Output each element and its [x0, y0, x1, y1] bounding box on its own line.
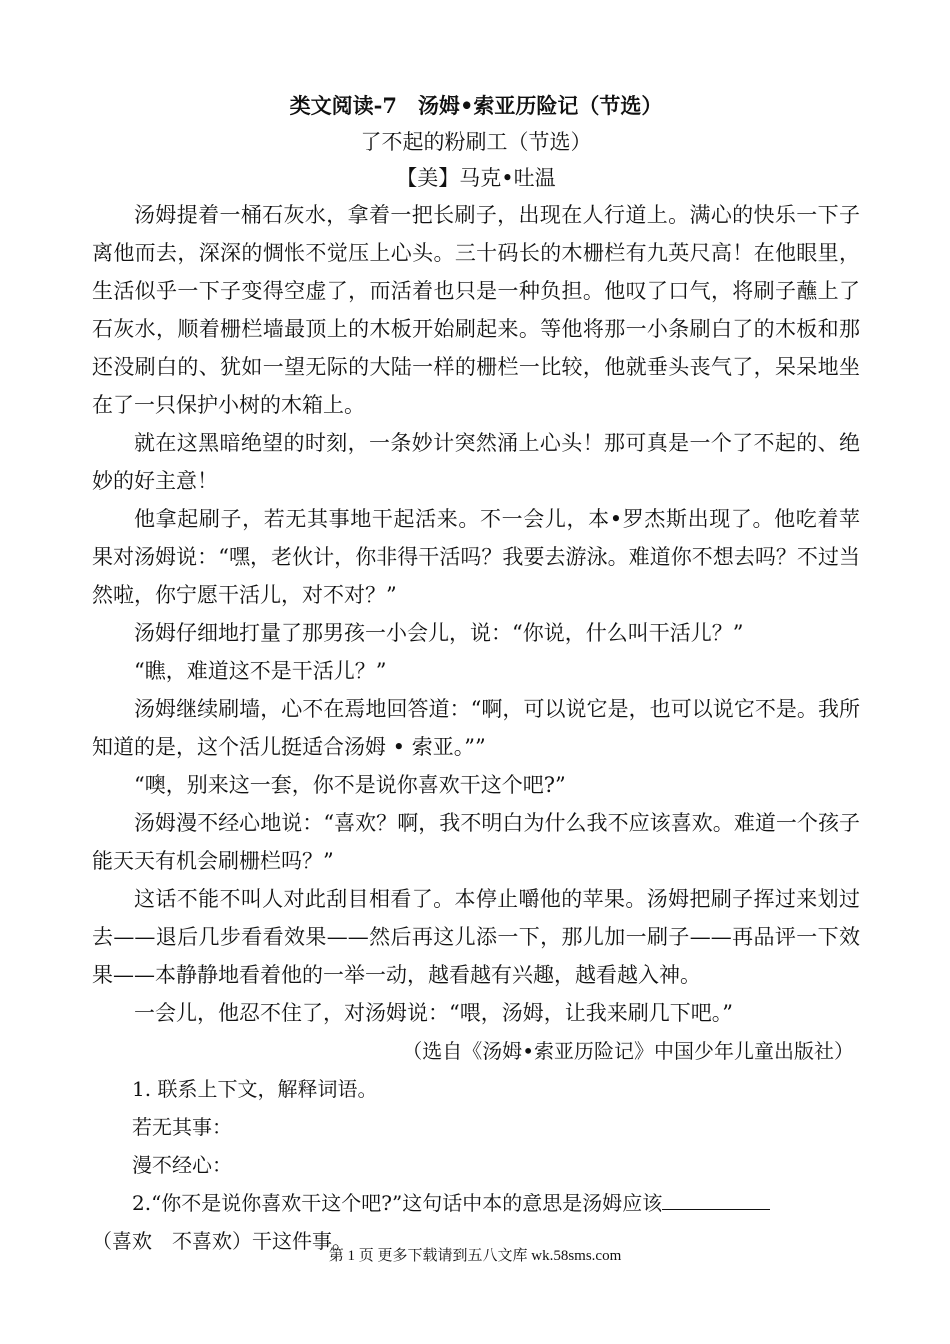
- paragraph-6: 汤姆继续刷墙，心不在焉地回答道：“啊，可以说它是，也可以说它不是。我所知道的是，这个活儿挺适合汤姆 • 索亚。””: [92, 697, 860, 759]
- paragraph-4: 汤姆仔细地打量了那男孩一小会儿，说：“你说，什么叫干活儿？”: [134, 621, 744, 645]
- paragraph-8: 汤姆漫不经心地说：“喜欢？啊，我不明白为什么我不应该喜欢。难道一个孩子能天天有机会刷栅栏吗？”: [92, 811, 860, 873]
- question-2-continued: （喜欢 不喜欢）干这件事。: [92, 1229, 352, 1253]
- paragraph-7: “噢，别来这一套，你不是说你喜欢干这个吧?”: [134, 773, 566, 797]
- page-footer: 第 1 页 更多下载请到五八文库 wk.58sms.com: [328, 1248, 622, 1264]
- question-2-text: 2.“你不是说你喜欢干这个吧?”这句话中本的意思是汤姆应该: [132, 1191, 663, 1215]
- question-1-term-2: 漫不经心：: [132, 1153, 232, 1177]
- document-title: 类文阅读-7 汤姆•索亚历险记（节选）: [289, 93, 663, 118]
- paragraph-10: 一会儿，他忍不住了，对汤姆说：“喂，汤姆，让我来刷几下吧。”: [134, 1001, 733, 1025]
- paragraph-9: 这话不能不叫人对此刮目相看了。本停止嚼他的苹果。汤姆把刷子挥过来划过去——退后几步看看效果——然后再这儿添一下，那儿加一刷子——再品评一下效果——本静静地看着他的一举一动，越看越有兴趣，越看越入神。: [92, 887, 860, 987]
- document-author: 【美】马克•吐温: [396, 166, 556, 190]
- paragraph-3: 他拿起刷子，若无其事地干起活来。不一会儿，本•罗杰斯出现了。他吃着苹果对汤姆说：“嘿，老伙计，你非得干活吗？我要去游泳。难道你不想去吗？不过当然啦，你宁愿干活儿，对不对？”: [92, 507, 860, 607]
- paragraph-2: 就在这黑暗绝望的时刻，一条妙计突然涌上心头！那可真是一个了不起的、绝妙的好主意！: [92, 431, 860, 493]
- paragraph-1: 汤姆提着一桶石灰水，拿着一把长刷子，出现在人行道上。满心的快乐一下子离他而去，深深的惆怅不觉压上心头。三十码长的木栅栏有九英尺高！在他眼里，生活似乎一下子变得空虚了，而活着也只是一种负担。他叹了口气，将刷子蘸上了石灰水，顺着栅栏墙最顶上的木板开始刷起来。等他将那一小条刷白了的木板和那还没刷白的、犹如一望无际的大陆一样的栅栏一比较，他就垂头丧气了，呆呆地坐在了一只保护小树的木箱上。: [92, 203, 860, 417]
- question-1-term-1: 若无其事：: [132, 1115, 232, 1139]
- document-page: [92, 88, 860, 1260]
- document-subtitle: 了不起的粉刷工（节选）: [360, 130, 592, 154]
- answer-blank[interactable]: [662, 1187, 770, 1210]
- paragraph-5: “瞧，难道这不是干活儿？”: [134, 659, 387, 683]
- question-2: [92, 1184, 860, 1222]
- source-citation: （选自《汤姆•索亚历险记》中国少年儿童出版社）: [402, 1039, 854, 1063]
- question-1: 1. 联系上下文，解释词语。: [132, 1077, 378, 1101]
